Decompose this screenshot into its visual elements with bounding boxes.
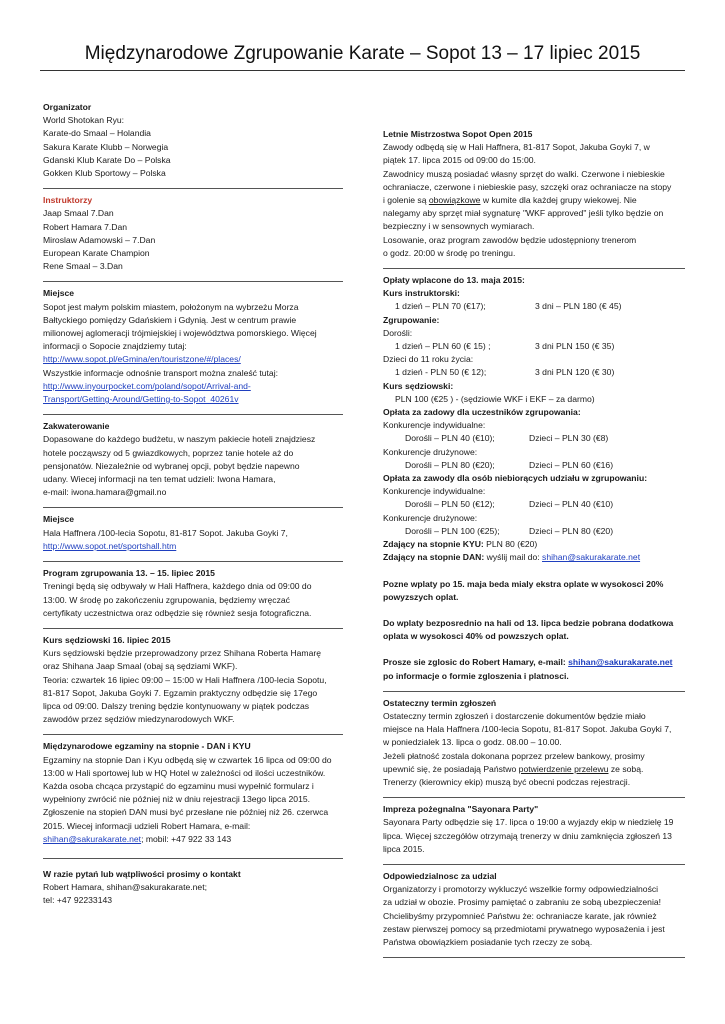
section-kurs-sedziowski: [43, 634, 343, 735]
section-heading: Letnie Mistrzostwa Sopot Open 2015: [383, 129, 533, 139]
section-heading: Program zgrupowania 13. – 15. lipiec 2015: [43, 568, 215, 579]
text-line: Teoria: czwartek 16 lipiec 09:00 – 15:00 w Hali Haffnera /100-lecia Sopotu,: [43, 674, 327, 685]
text-line: Ostateczny termin zgłoszeń i dostarczenie dokumentów będzie miało: [383, 710, 646, 721]
section-miejsce: [43, 287, 343, 415]
price-row: Dorośli – PLN 80 (€20); Dzieci – PLN 60 (€16): [405, 459, 614, 470]
text-line: certyfikaty uczestnictwa oraz odbędzie się również sesja fotograficzna.: [43, 607, 312, 618]
email-link[interactable]: shihan@sakurakarate.net: [542, 552, 641, 563]
text-line: Prosze sie zglosic do Robert Hamary, e-mail: shihan@sakurakarate.net: [383, 657, 673, 668]
email-link[interactable]: shihan@sakurakarate.net: [43, 833, 142, 844]
text-line: Chcielibyśmy przypomnieć Państwu że: ochraniacze karate, jak również: [383, 910, 657, 921]
text-line: informacji o Sopocie znajdziemy tutaj:: [43, 341, 187, 352]
text-line: Pozne wplaty po 15. maja beda mialy ekstra oplate w wysokosci 20%: [383, 578, 664, 589]
text-line: ochraniacze, czerwone i niebieskie pasy, szczęki oraz ochraniacze na stopy: [383, 181, 672, 192]
section-heading: Ostateczny termin zgłoszeń: [383, 697, 497, 708]
section-heading: W razie pytań lub wątpliwości prosimy o kontakt: [43, 868, 241, 879]
text-line: Wszystkie informacje odnośnie transport można znaleść tutaj:: [43, 367, 278, 378]
text-line: 81-817 Sopot, Jakuba Goyki 7. Egzamin praktyczny odbędzie się 17ego: [43, 687, 318, 698]
text-line: Rene Smaal – 3.Dan: [43, 261, 123, 272]
text-line: powyzszych oplat.: [383, 591, 459, 602]
sportshall-link[interactable]: http://www.sopot.net/sportshall.htm: [43, 540, 177, 551]
text-line: 2015. Wiecej informacji udzieli Robert Hamara, e-mail:: [43, 820, 251, 831]
text-line: Konkurencje indywidualne:: [383, 486, 486, 497]
text-line: lipca. Więcej szczegółów otrzymają trenerzy w dniu zamknięcia zgłoszeń 13: [383, 830, 672, 841]
email-link[interactable]: shihan@sakurakarate.net: [568, 657, 673, 668]
text-line: Gdanski Klub Karate Do – Polska: [43, 154, 171, 165]
section-heading: Miejsce: [43, 514, 75, 525]
text-line: piątek 17. lipca 2015 od 09:00 do 15:00.: [383, 155, 536, 166]
price-row: 1 dzień – PLN 60 (€ 15) ; 3 dni PLN 150 (€ 35): [395, 341, 615, 352]
text-line: Gokken Klub Sportowy – Polska: [43, 168, 166, 179]
text-line: o godz. 20:00 w środę po treningu.: [383, 247, 516, 258]
text-line: pensjonatów. Niezależnie od wybranej opcji, pobyt będzie napewno: [43, 460, 300, 471]
text-line: World Shotokan Ryu:: [43, 115, 125, 126]
section-miejsce-hala: [43, 513, 343, 562]
text-line: udany. Wiecej informacji na ten temat udzieli: Iwona Hamara,: [43, 474, 276, 485]
section-heading: Odpowiedzialnosc za udzial: [383, 870, 497, 881]
text-line: Państwa obowiązkiem posiadanie tych rzeczy ze sobą.: [383, 936, 593, 947]
text-line: tel: +47 92233143: [43, 895, 113, 906]
text-line: 13:00 w Hali sportowej lub w HQ Hotel w zależności od ilości uczestników.: [43, 767, 326, 778]
text-line: Zdający na stopnie DAN: wyślij mail do: shihan@sakurakarate.net: [383, 552, 641, 563]
sopot-link[interactable]: http://www.sopot.pl/eGmina/en/touristzone/#/places/: [43, 354, 241, 365]
text-line: nalegamy aby sprzęt miał sygnaturę "WKF approved" jeśli tylko będzie on: [383, 208, 664, 219]
text-line: oraz Shihana Jaap Smaal (obaj są sędziami WKF).: [43, 661, 238, 672]
price-row: Dorośli – PLN 100 (€25); Dzieci – PLN 80 (€20): [405, 525, 614, 536]
section-organizator: [43, 101, 343, 189]
text-line: Zawody odbędą się w Hali Haffnera, 81-817 Sopot, Jakuba Goyki 7, w: [383, 142, 650, 153]
text-line: wypełniony zwrócić nie później niż w dniu rejestracji 13ego lipca 2015.: [43, 794, 311, 805]
text-line: Kurs sędziowski będzie przeprowadzony przez Shihana Roberta Hamarę: [43, 648, 322, 659]
section-heading: Organizator: [43, 102, 92, 112]
text-line: Egzaminy na stopnie Dan i Kyu odbędą się w czwartek 16 lipca od 09:00 do: [43, 754, 332, 765]
text-line: Dopasowane do każdego budżetu, w naszym pakiecie hoteli znajdziesz: [43, 434, 316, 445]
section-zakwaterowanie: [43, 420, 343, 508]
section-heading: Miejsce: [43, 288, 75, 299]
text-line: Jeżeli płatność zostala dokonana poprzez przelew bankowy, prosimy: [383, 750, 645, 761]
transport-link-continued[interactable]: Transport/Getting-Around/Getting-to-Sopot_40261v: [43, 394, 239, 405]
subheading: Opłata za zawody dla osób niebiorących udziału w zgrupowaniu:: [383, 473, 648, 484]
price-row: Dorośli – PLN 40 (€10); Dzieci – PLN 30 (€8): [405, 433, 609, 444]
text-line: i golenie są obowiązkowe w kumite dla każdej grupy wiekowej. Nie: [383, 195, 637, 206]
price-row: Dorośli – PLN 50 (€12); Dzieci – PLN 40 (€10): [405, 499, 614, 510]
section-program: [43, 567, 343, 629]
section-instruktorzy: [43, 194, 343, 282]
price-row: 1 dzień - PLN 50 (€ 12); 3 dni PLN 120 (€ 30): [395, 367, 615, 378]
text-line: Dzieci do 11 roku życia:: [383, 354, 474, 365]
transport-link[interactable]: http://www.inyourpocket.com/poland/sopot/Arrival-and-: [43, 380, 251, 391]
text-line: oplata w wysokosci 40% od powzszych oplat.: [383, 631, 569, 642]
text-line: Każda osoba chcąca przystąpić do egzaminu musi wypełnić formularz i: [43, 780, 314, 791]
text-line: hotele począwszy od 5 gwiazdkowych, poprzez tanie hotele aż do: [43, 447, 294, 458]
text-line: Robert Hamara, shihan@sakurakarate.net;: [43, 882, 207, 893]
section-odpowiedzialnosc: [383, 870, 685, 958]
section-oplaty: [383, 274, 685, 692]
section-mistrzostwa: [383, 128, 685, 269]
section-heading: Opłaty wplacone do 13. maja 2015:: [383, 275, 525, 286]
section-heading: Zakwaterowanie: [43, 421, 110, 432]
section-termin: [383, 697, 685, 798]
text-line: ; mobil: +47 922 33 143: [141, 833, 232, 844]
subheading: Zgrupowanie:: [383, 314, 440, 325]
text-line: w poniedzialek 13. lipca o godz. 08.00 – 10.00.: [383, 737, 562, 748]
price-row: 1 dzień – PLN 70 (€17); 3 dni – PLN 180 (€ 45): [395, 301, 622, 312]
text-line: Konkurencje drużynowe:: [383, 446, 478, 457]
section-heading: Międzynarodowe egzaminy na stopnie - DAN i KYU: [43, 741, 251, 752]
text-line: Robert Hamara 7.Dan: [43, 221, 128, 232]
text-line: Hala Haffnera /100-lecia Sopotu, 81-817 Sopot. Jakuba Goyki 7,: [43, 527, 288, 538]
text-line: lipca 2015.: [383, 843, 425, 854]
text-line: bezpieczny i w sensownych wymiarach.: [383, 221, 535, 232]
text-line: Konkurencje indywidualne:: [383, 420, 486, 431]
subheading: Kurs instruktorski:: [383, 288, 460, 299]
text-line: Bałtyckiego pomiędzy Gdańskiem i Gdynią. Jest w centrum prawie: [43, 314, 297, 325]
right-column: [383, 128, 685, 963]
text-line: Sopot jest małym polskim miastem, położonym na wybrzeżu Morza: [43, 301, 299, 312]
text-line: 13:00. W środę po zakończeniu zgrupowania, będziemy wręczać: [43, 594, 290, 605]
text-line: Miroslaw Adamowski – 7.Dan: [43, 234, 156, 245]
text-line: e-mail: iwona.hamara@gmail.no: [43, 487, 167, 498]
text-line: Zgłoszenie na stopień DAN musi być przesłane nie później niż 26. czerwca: [43, 807, 329, 818]
text-line: Karate-do Smaal – Holandia: [43, 128, 151, 139]
subheading: Kurs sędziowski:: [383, 380, 454, 391]
left-column: [43, 101, 343, 921]
text-line: zawodów przez sędziów miedzynarodowych WKF.: [43, 714, 235, 725]
text-line: po informacje o formie zgloszenia i platnosci.: [383, 670, 569, 681]
text-line: miejsce na Hala Haffnera /100-lecia Sopotu, 81-817 Sopot. Jakuba Goyki 7,: [383, 724, 672, 735]
text-line: Treningi będą się odbywały w Hali Haffnera, każdego dnia od 09:00 do: [43, 581, 312, 592]
text-line: Organizatorzy i promotorzy wykluczyć wszelkie formy odpowiedzialności: [383, 884, 659, 895]
text-line: Zawodnicy muszą posiadać własny sprzęt do walki. Czerwone i niebieskie: [383, 168, 665, 179]
text-line: Losowanie, oraz program zawodów będzie udostępniony trenerom: [383, 234, 637, 245]
text-line: European Karate Champion: [43, 248, 150, 259]
text-line: Konkurencje drużynowe:: [383, 512, 478, 523]
page-title: Międzynarodowe Zgrupowanie Karate – Sopot 13 – 17 lipiec 2015: [84, 43, 641, 64]
text-line: Sakura Karate Klubb – Norwegia: [43, 141, 169, 152]
text-line: milionowej aglomeracji trójmiejskiej i województwa pomorskiego. Więcej: [43, 328, 317, 339]
section-party: [383, 803, 685, 865]
text-line: PLN 100 (€25 ) - (sędziowie WKF i EKF – za darmo): [395, 393, 595, 404]
text-line: Do wplaty bezposrednio na hali od 13. lipca bedzie pobrana dodatkowa: [383, 617, 674, 628]
text-line: Jaap Smaal 7.Dan: [43, 208, 114, 219]
text-line: upewnić się, że posiadają Państwo potwierdzenie przelewu ze sobą.: [383, 763, 644, 774]
section-heading: Kurs sędziowski 16. lipiec 2015: [43, 634, 171, 645]
text-line: Dorośli:: [383, 327, 413, 338]
subheading: Opłata za zadowy dla uczestników zgrupowania:: [383, 407, 581, 418]
text-line: Sayonara Party odbędzie się 17. lipca o 19:00 a wyjazdy ekip w niedzielę 19: [383, 817, 674, 828]
text-line: zestaw pierwszej pomocy są przedmiotami prywatnego wyposażenia i jest: [383, 923, 665, 934]
section-heading: Instruktorzy: [43, 195, 93, 206]
text-line: Zdający na stopnie KYU: PLN 80 (€20): [383, 539, 538, 550]
title-divider: [40, 70, 685, 71]
section-egzaminy: [43, 740, 343, 859]
text-line: lipca od 09:00. Dalszy trening będzie kontynuowany w piątek podczas: [43, 700, 310, 711]
text-line: za udział w obozie. Prosimy pamiętać o zabraniu ze sobą ubezpieczenia!: [383, 897, 662, 908]
section-heading: Impreza pożegnalna "Sayonara Party": [383, 804, 539, 815]
text-line: Trenerzy (kierownicy ekip) muszą być obecni podczas rejestracji.: [383, 776, 631, 787]
section-kontakt: [43, 864, 343, 916]
